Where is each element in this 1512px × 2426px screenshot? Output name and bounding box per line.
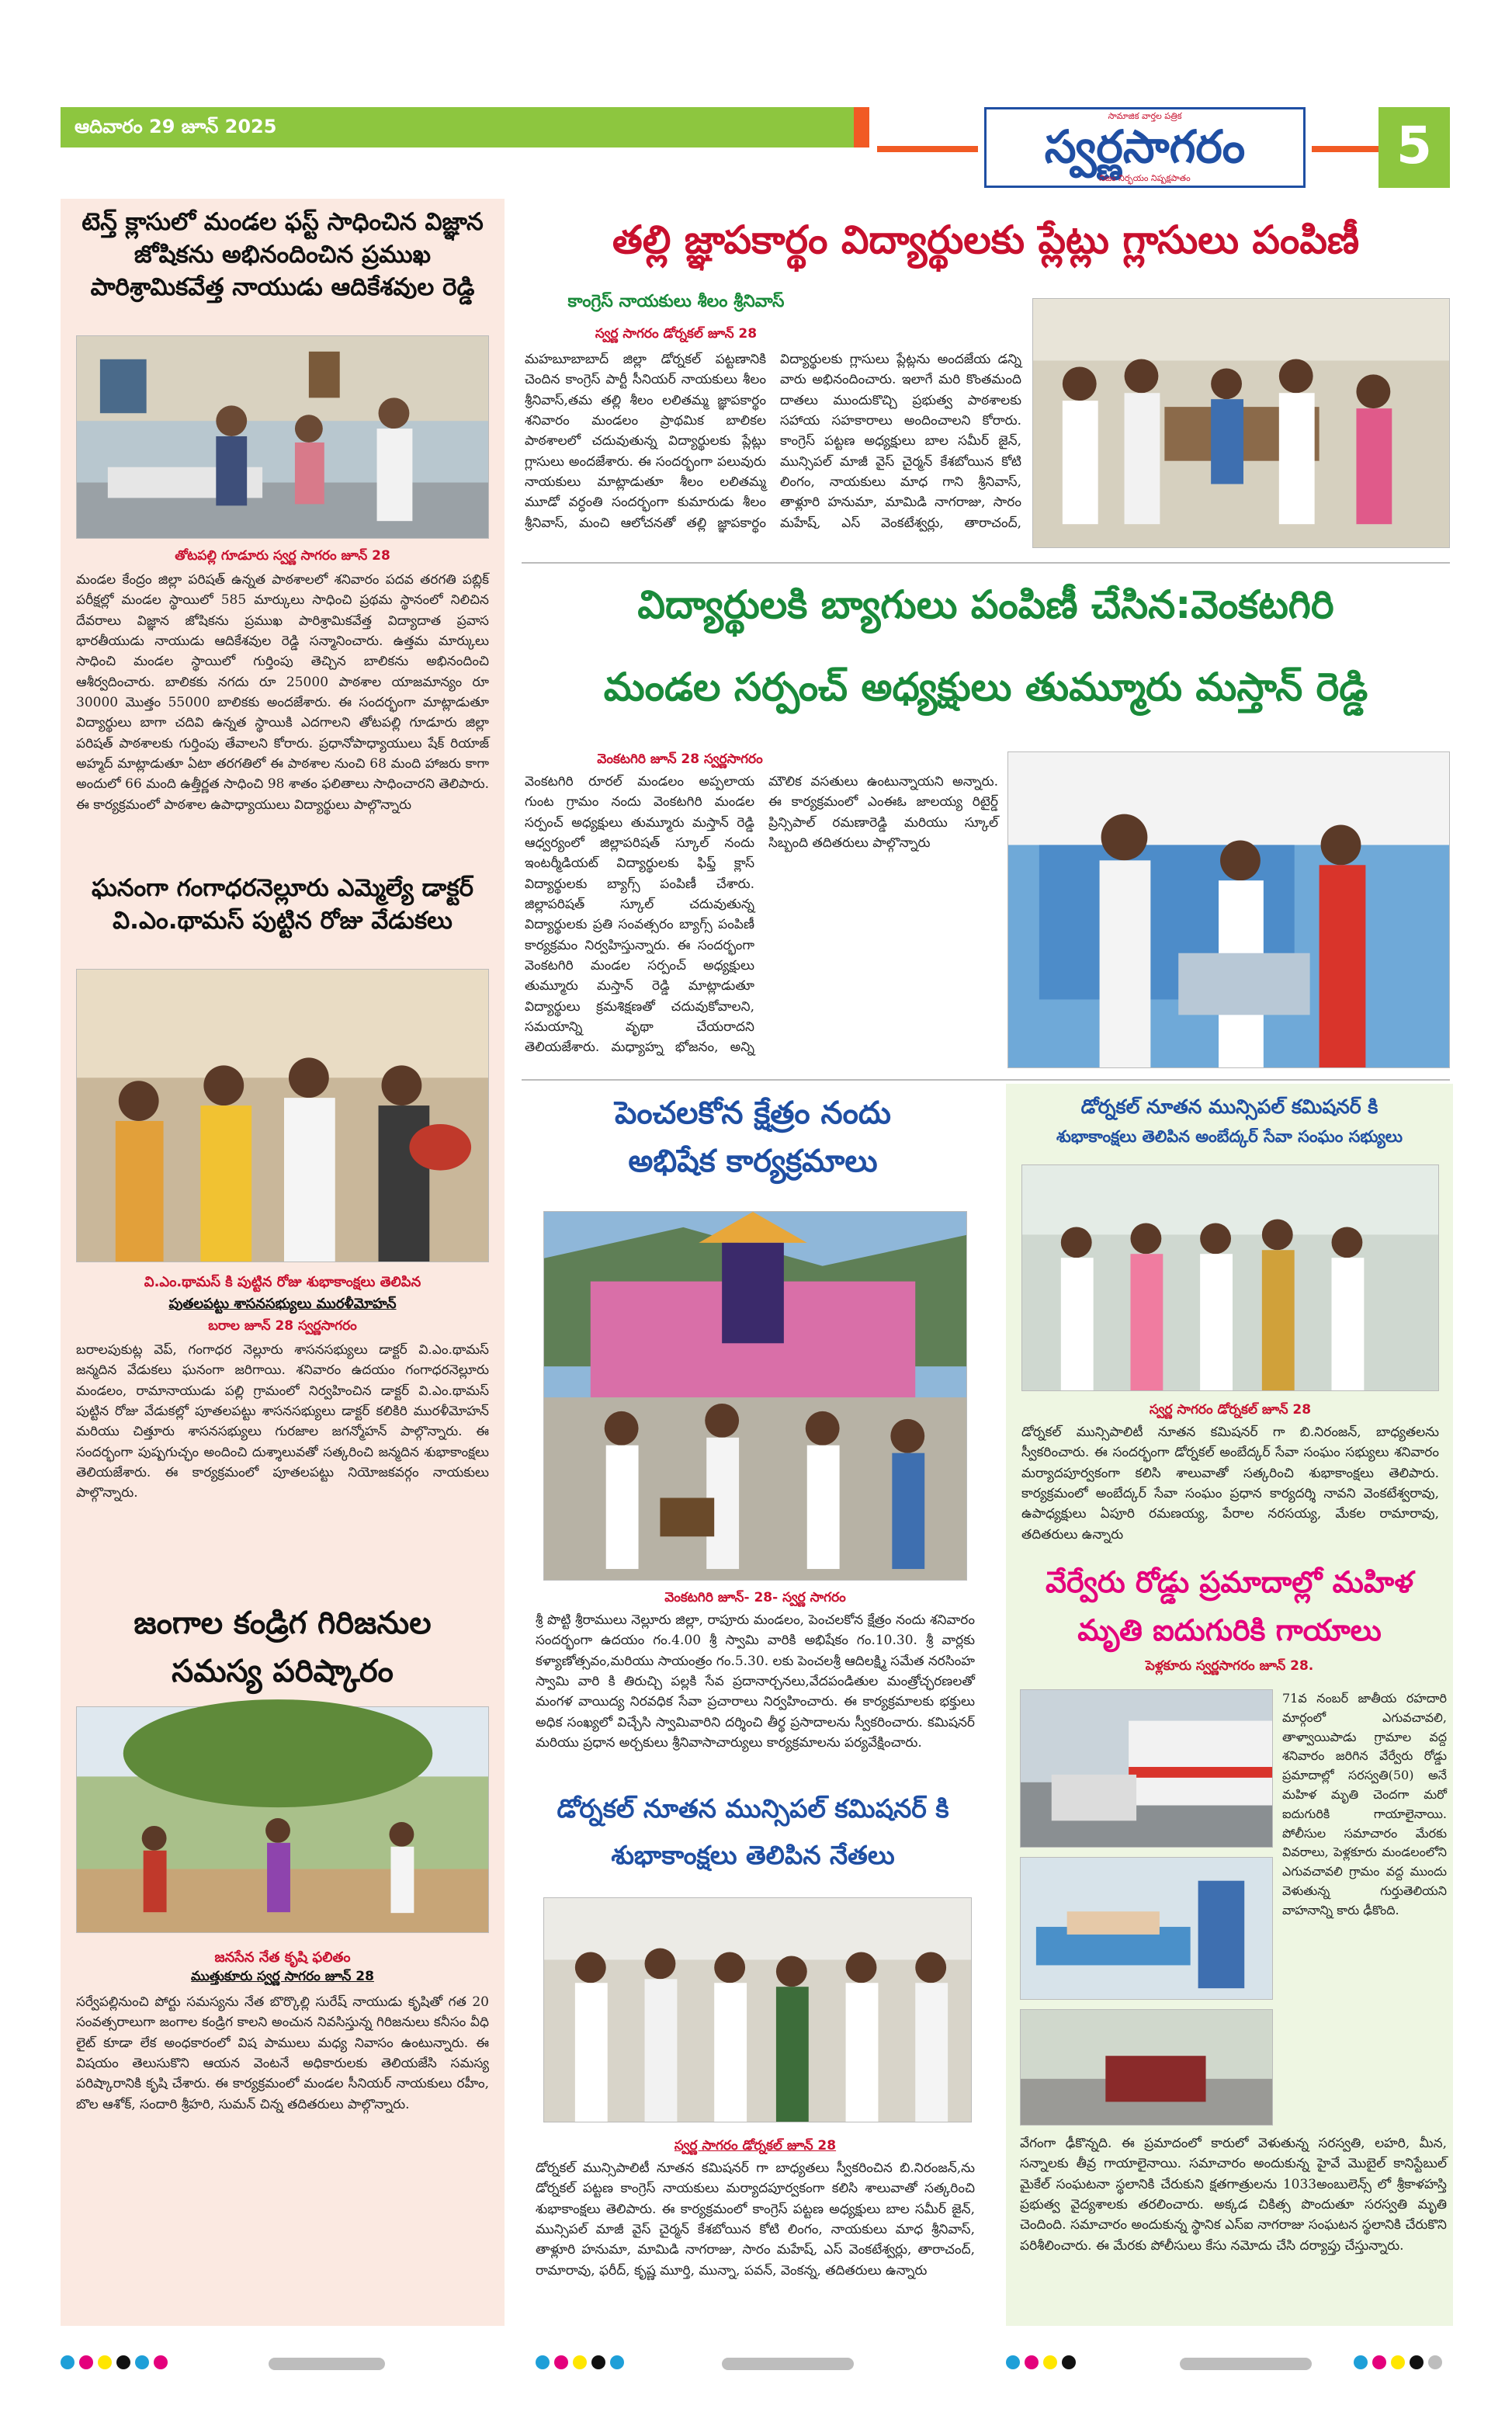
accident-photo-3: [1020, 2009, 1273, 2126]
left-story3-photo: [76, 1706, 489, 1933]
registration-dot-cyan: [61, 2355, 75, 2369]
dornakal1-body: డోర్నకల్ మున్సిపాలిటీ నూతన కమిషనర్ గా బాధ్యతలు స్వీకరించిన బి.నిరంజన్,ను డోర్నకల్ పట్టణ కాంగ్రెస్ నాయకులు మర్యాదపూర్వకంగా కలిసి శాలువాతో సత్కరించి శుభాకాంక్షలు తెలిపారు. ఈ కార్యక్రమంలో కాంగ్రెస్ పట్టణ అధ్యక్షులు బాల సమీర్ జైన్, మున్సిపల్ మాజీ వైస్ చైర్మన్ కేశబోయిన కోటి లింగం, నాయకులు మాధ శ్రీనివాస్, తాళ్లూరి హనుమా, మామిడి నాగరాజు, సారం మహేష్, ఎస్ వెంకటేశ్వర్లు, తారాచంద్, రామారావు, ఫరీద్, కృష్ణ మూర్తి, మున్నా, పవన్, వెంకన్న, తదితరులు ఉన్నారు: [536, 2160, 975, 2278]
accident-body-full: వేగంగా ఢీకొన్నది. ఈ ప్రమాదంలో కారులో వెళుతున్న సరస్వతి, లహరి, మీన, సన్నాలకు తీవ్ర గాయాలైనాయి. సమాచారం అందుకున్న హైవే మొబైల్ కానిస్టేబుల్ మైకేల్ సంఘటనా స్థలానికి చేరుకుని క్షతగాత్రులను 1033అంబులెన్స్ లో శ్రీకాళహస్తి ప్రభుత్వ వైద్యశాలకు తరలించారు. అక్కడ చికిత్స పొందుతూ సరస్వతి మృతి చెందింది. సమాచారం అందుకున్న స్థానిక ఎస్ఐ నాగరాజు సంఘటన స్థలానికి చేరుకొని పరిశీలించారు. ఈ మేరకు పోలీసులు కేసు నమోదు చేసి దర్యాప్తు చేస్తున్నారు.: [1020, 2136, 1447, 2254]
header-rule-right: [1312, 146, 1378, 152]
registration-dot-cyan-5: [1006, 2355, 1020, 2369]
penchala-dateline: వెంకటగిరి జూన్- 28- స్వర్ణ సాగరం: [664, 1590, 846, 1605]
date-bar-accent: [854, 107, 869, 148]
dornakal1-headline-line1: డోర్నకల్ నూతన మున్సిపల్ కమిషనర్ కి: [557, 1793, 949, 1824]
registration-marks-center: [536, 2354, 629, 2369]
penchala-headline-line1: పెంచలకోన క్షేత్రం నందు: [614, 1095, 891, 1131]
registration-dot-magenta-5: [1372, 2355, 1386, 2369]
left-story1-photo: [76, 335, 489, 539]
registration-dot-magenta-2: [154, 2355, 168, 2369]
registration-dot-magenta: [79, 2355, 93, 2369]
registration-dot-magenta-4: [1025, 2355, 1039, 2369]
registration-dot-yellow: [98, 2355, 112, 2369]
second-story-body: వెంకటగిరి రూరల్ మండలం అప్పలాయ గుంట గ్రామం నందు వెంకటగిరి మండల సర్పంచ్ అధ్యక్షులు తుమ్మూరు మస్తాన్ రెడ్డి ఆధ్వర్యంలో జిల్లాపరిషత్ స్కూల్ నందు ఇంటర్మీడియట్ విద్యార్థులకు ఫిఫ్త్ క్లాస్ విద్యార్థులకు బ్యాగ్స్ పంపిణీ చేశారు. జిల్లాపరిషత్ స్కూల్ చదువుతున్న విద్యార్థులకు ప్రతి సంవత్సరం బ్యాగ్స్ పంపిణీ కార్యక్రమం నిర్వహిస్తున్నారు. ఈ సందర్భంగా వెంకటగిరి మండల సర్పంచ్ అధ్యక్షులు తుమ్మూరు మస్తాన్ రెడ్డి మాట్లాడుతూ విద్యార్థులు క్రమశిక్షణతో చదువుకోవాలని, సమయాన్ని వృథా చేయరాదని తెలియజేశారు. మధ్యాహ్న భోజనం, అన్ని మౌలిక వసతులు ఉంటున్నాయని అన్నారు. ఈ కార్యక్రమంలో ఎంఈఓ జాలయ్య రిటైర్డ్ ప్రిన్సిపాల్ రమణారెడ్డి మరియు స్కూల్ సిబ్బంది తదితరులు పాల్గొన్నారు: [525, 774, 998, 1056]
masthead-tagline: సామాజిక వార్తల పత్రిక: [1108, 111, 1182, 121]
top-story-divider: [522, 562, 1450, 564]
accident-body-side: 71వ నంబర్ జాతీయ రహదారి మార్గంలో ఎగువచావలి, తాళ్వాయిపాడు గ్రామాల వద్ద శనివారం జరిగిన వేర్వేరు రోడ్డు ప్రమాదాల్లో సరస్వతి(50) అనే మహిళ మృతి చెందగా మరో ఐదుగురికి గాయాలైనాయి. పోలీసుల సమాచారం మేరకు వివరాలు, పెళ్లకూరు మండలంలోని ఎగువచావలి గ్రామం వద్ద ముందు వెళుతున్న గుర్తుతెలియని వాహనాన్ని కారు ఢీకొంది.: [1282, 1691, 1447, 1918]
registration-dot-black-3: [1062, 2355, 1076, 2369]
dornakal2-photo: [1021, 1164, 1439, 1391]
registration-dot-yellow-3: [1043, 2355, 1057, 2369]
penchala-body: శ్రీ పొట్టి శ్రీరాములు నెల్లూరు జిల్లా, రాపూరు మండలం, పెంచలకోన క్షేత్రం నందు శనివారం సందర్భంగా ఉదయం గం.4.00 శ్రీ స్వామి వారికి అభిషేకం గం.10.30. శ్రీ వార్లకు కళ్యాణోత్సవం,మరియు సాయంత్రం గం.5.30. లకు పెంచలశ్రీ ఆదిలక్ష్మి సమేత నరసింహ స్వామి వారి కి తిరుచ్చి పల్లకి సేవ ప్రదానార్చనలు,వేదపండితుల మంత్రోచ్ఛరణలతో మంగళ వాయిద్య నిరవధిక సేవా ప్రచారాలు నిర్వహించారు. ఈ కార్యక్రమాలకు భక్తులు అధిక సంఖ్యలో విచ్చేసి స్వామివారిని దర్శించి తీర్థ ప్రసాదాలను స్వీకరించారు. కమిషనర్ మరియు ప్రధాన అర్చకులు శ్రీనివాసాచార్యులు కార్యక్రమాలను పర్యవేక్షించారు.: [536, 1612, 975, 1751]
accident-photo-2: [1020, 1857, 1273, 2000]
left-story2-photo: [76, 969, 489, 1262]
registration-bar-left: [269, 2355, 385, 2370]
registration-dot-yellow-2: [573, 2355, 587, 2369]
penchala-photo: [543, 1211, 967, 1581]
registration-dot-cyan-2: [135, 2355, 149, 2369]
top-story-dateline: స్వర్ణ సాగరం డోర్నకల్ జూన్ 28: [595, 326, 758, 342]
dornakal1-headline-line2: శుభాకాంక్షలు తెలిపిన నేతలు: [611, 1840, 895, 1870]
left-story3-headline: జంగాల కండ్రిగ గిరిజనుల సమస్య పరిష్కారం: [134, 1605, 432, 1689]
registration-bar-right: [1180, 2355, 1312, 2370]
masthead-subtag: నిజం నిర్భయం నిష్పక్షపాతం: [1099, 173, 1191, 183]
left-story2-dateline: బరాల జూన్ 28 స్వర్ణసాగరం: [208, 1318, 357, 1334]
top-story-subhead: కాంగ్రెస్ నాయకులు శీలం శ్రీనివాస్: [567, 292, 785, 311]
second-story-photo: [1007, 751, 1450, 1068]
header-date: ఆదివారం 29 జూన్ 2025: [75, 116, 277, 137]
dornakal2-headline-line1: డోర్నకల్ నూతన మున్సిపల్ కమిషనర్ కి: [1080, 1095, 1378, 1118]
registration-dot-magenta-3: [554, 2355, 568, 2369]
registration-dot-cyan-6: [1354, 2355, 1368, 2369]
accident-headline-line1: వేర్వేరు రోడ్డు ప్రమాదాల్లో మహిళ: [1045, 1565, 1414, 1599]
left-story2-body: బరాలపుకుట్ల వెప్, గంగాధర నెల్లూరు శాసనసభ్యులు డాక్టర్ వి.ఎం.థామస్ జన్మదిన వేడుకలు ఘనంగా జరిగాయి. శనివారం ఉదయం గంగాధరనెల్లూరు మండలం, రామానాయుడు పల్లి గ్రామంలో నిర్వహించిన డాక్టర్ వి.ఎం.థామస్ పుట్టిన రోజు వేడుకల్లో పూతలపట్టు శాసనసభ్యులు డాక్టర్ కలికిరి మురళీమోహన్ మరియు చిత్తూరు శాసనసభ్యులు గురజాల జగన్మోహన్ పాల్గొన్నారు. ఈ సందర్భంగా పుష్పగుచ్ఛం అందించి దుశ్శాలువతో సత్కరించి జన్మదిన శుభాకాంక్షలు తెలియజేశారు. ఈ కార్యక్రమంలో పూతలపట్టు నియోజకవర్గం నాయకులు పాల్గొన్నారు.: [76, 1342, 489, 1501]
left-story3-caption: జనసేన నేత కృషి ఫలితం: [214, 1949, 351, 1966]
left-story1-dateline: తోటపల్లి గూడూరు స్వర్ణ సాగరం జూన్ 28: [175, 548, 390, 564]
left-story1-headline: టెన్త్ క్లాసులో మండల ఫస్ట్ సాధించిన విజ్ఞాన జోషికను అభినందించిన ప్రముఖ పారిశ్రామికవేత్త నాయుడు ఆదికేశవుల రెడ్డి: [81, 208, 484, 301]
second-story-headline-line1: విద్యార్థులకి బ్యాగులు పంపిణీ చేసిన:వెంకటగిరి: [637, 582, 1334, 627]
left-story3-body: సర్వేపల్లినుంచి పోర్టు సమస్యను నేత బొర్కొల్లి సురేష్ నాయుడు కృషితో గత 20 సంవత్సరాలుగా జంగాల కండ్రిగ కాలని అంచున నివసిస్తున్న గిరిజనులు కనీసం వీధి లైట్ కూడా లేక అంధకారంలో విష పాములు మధ్య నివాసం ఉంటున్నారు. ఈ విషయం తెలుసుకొని ఆయన వెంటనే అధికారులకు తెలియజేసి సమస్య పరిష్కారానికి కృషి చేశారు. ఈ కార్యక్రమంలో మండల సీనియర్ నాయకులు రహీం, బొల ఆశోక్, సందారి శ్రీహరి, సుమన్ చిన్న తదితరులు పాల్గొన్నారు.: [76, 1994, 489, 2112]
left-story1-body: మండల కేంద్రం జిల్లా పరిషత్ ఉన్నత పాఠశాలలో శనివారం పదవ తరగతి పబ్లిక్ పరీక్షల్లో మండల స్థాయిలో 585 మార్కులు సాధించి ప్రథమ స్థానంలో నిలిచిన దేవరాలు విజ్ఞాన జోషికను ప్రముఖ పారిశ్రామికవేత్త విద్యాదాత ప్రవాస భారతీయుడు నాయుడు ఆదికేశవుల రెడ్డి సన్మానించారు. ఉత్తమ మార్కులు సాధించి మండల స్థాయిలో గుర్తింపు తెచ్చిన బాలికను అభినందించి ఆశీర్వదించారు. బాలికకు నగదు రూ 25000 పాఠశాల యాజమాన్యం రూ 30000 మొత్తం 55000 బాలికకు అందజేశారు. ఈ సందర్భంగా మాట్లాడుతూ విద్యార్థులు బాగా చదివి ఉన్నత స్థాయికి ఎదగాలని తోటపల్లి గూడూరు జిల్లా పరిషత్ పాఠశాలకు గుర్తింపు తేవాలని కోరారు. ప్రధానోపాధ్యాయులు షేక్ రియాజ్ అహ్మద్ మాట్లాడుతూ ఏటా తరగతిలో ఈ పాఠశాల నుంచి 68 మంది హాజరు కాగా అందులో 66 మంది ఉత్తీర్ణత సాధించి 98 శాతం ఫలితాలు సాధించారని తెలిపారు. ఈ కార్యక్రమంలో పాఠశాల ఉపాధ్యాయులు విద్యార్థులు పాల్గొన్నారు: [76, 572, 489, 813]
left-story2-headline: ఘనంగా గంగాధరనెల్లూరు ఎమ్మెల్యే డాక్టర్ వి.ఎం.థామస్ పుట్టిన రోజు వేడుకలు: [91, 874, 474, 935]
registration-dot-yellow-4: [1391, 2355, 1405, 2369]
top-story-body: మహబూబాబాద్ జిల్లా డోర్నకల్ పట్టణానికి చెందిన కాంగ్రెస్ పార్టీ సీనియర్ నాయకులు శీలం శ్రీనివాస్,తమ తల్లి శీలం లలితమ్మ జ్ఞాపకార్థం శనివారం మండలం ప్రాథమిక బాలికల పాఠశాలలో చదువుతున్న విద్యార్థులకు ప్లేట్లు గ్లాసులు అందజేశారు. ఈ సందర్భంగా పలువురు నాయకులు మాట్లాడుతూ శీలం లలితమ్మ మూడో వర్ధంతి సందర్భంగా కుమారుడు శీలం శ్రీనివాస్, మంచి ఆలోచనతో తల్లి జ్ఞాపకార్థం విద్యార్థులకు గ్లాసులు ప్లేట్లను అందజేయ డన్ని వారు అభినందించారు. ఇలాగే మరి కొంతమంది దాతలు ముందుకొచ్చి ప్రభుత్వ పాఠశాలకు సహాయ సహకారాలు అందించాలని కోరారు. కాంగ్రెస్ పట్టణ అధ్యక్షులు బాల సమీర్ జైన్, మున్సిపల్ మాజీ వైస్ చైర్మన్ కేశబోయిన కోటి లింగం, నాయకులు మాధ గాని శ్రీనివాస్, తాళ్లూరి హనుమా, మామిడి నాగరాజు, సారం మహేష్, ఎస్ వెంకటేశ్వర్లు, తారాచంద్,: [525, 352, 1021, 531]
left-story2-caption-line2: పుతలపట్టు శాసనసభ్యులు మురళీమోహన్: [168, 1296, 397, 1312]
registration-marks-right: [1006, 2354, 1080, 2369]
registration-dot-black-2: [591, 2355, 605, 2369]
dornakal1-photo: [543, 1897, 972, 2122]
dornakal2-headline-line2: శుభాకాంక్షలు తెలిపిన అంబేద్కర్ సేవా సంఘం సభ్యులు: [1056, 1127, 1403, 1146]
left-story2-caption-line1: వి.ఎం.థామస్ కి పుట్టిన రోజు శుభాకాంక్షలు తెలిపిన: [144, 1274, 421, 1290]
registration-dot-cyan-4: [610, 2355, 624, 2369]
top-story-photo: [1032, 298, 1450, 548]
second-story-divider: [522, 1079, 1450, 1081]
registration-dot-cyan-3: [536, 2355, 550, 2369]
dornakal2-dateline: స్వర్ణ సాగరం డోర్నకల్ జూన్ 28: [1149, 1402, 1312, 1418]
registration-marks-far-right: [1354, 2354, 1447, 2369]
dornakal1-dateline: స్వర్ణ సాగరం డోర్నకల్ జూన్ 28: [674, 2138, 837, 2154]
registration-dot-black: [116, 2355, 130, 2369]
second-story-headline-line2: మండల సర్పంచ్ అధ్యక్షులు తుమ్మూరు మస్తాన్ రెడ్డి: [603, 665, 1368, 710]
registration-marks-left: [61, 2354, 172, 2369]
registration-dot-gray: [1428, 2355, 1442, 2369]
top-story-headline: తల్లి జ్ఞాపకార్థం విద్యార్థులకు ప్లేట్లు గ్లాసులు పంపిణీ: [612, 217, 1360, 262]
second-story-dateline: వెంకటగిరి జూన్ 28 స్వర్ణసాగరం: [597, 751, 763, 767]
registration-dot-black-4: [1410, 2355, 1424, 2369]
dornakal2-body: డోర్నకల్ మున్సిపాలిటీ నూతన కమిషనర్ గా బి.నిరంజన్, బాధ్యతలను స్వీకరించారు. ఈ సందర్భంగా డోర్నకల్ అంబేద్కర్ సేవా సంఘం సభ్యులు శనివారం మర్యాదపూర్వకంగా కలిసి శాలువాతో సత్కరించి శుభాకాంక్షలు తెలిపారు. కార్యక్రమంలో అంబేద్కర్ సేవా సంఘం ప్రధాన కార్యదర్శి నావని వెంకటేశ్వరావు, ఉపాధ్యక్షులు ఏపూరి రమణయ్య, పేరాల నరసయ్య, మేకల రామారావు, తదితరులు ఉన్నారు: [1021, 1425, 1439, 1543]
penchala-headline-line2: అభిషేక కార్యక్రమాలు: [628, 1144, 878, 1179]
accident-photo-1: [1020, 1689, 1273, 1848]
accident-dateline: పెళ్లకూరు స్వర్ణసాగరం జూన్ 28.: [1145, 1658, 1314, 1674]
registration-bar-center: [722, 2355, 854, 2370]
header-rule-left: [877, 146, 978, 152]
left-story3-dateline: ముత్తుకూరు స్వర్ణ సాగరం జూన్ 28: [191, 1969, 374, 1984]
page-number: 5: [1396, 116, 1432, 175]
accident-headline-line2: మృతి ఐదుగురికి గాయాలు: [1077, 1613, 1382, 1647]
masthead-title: స్వర్ణసాగరం: [1044, 120, 1246, 173]
